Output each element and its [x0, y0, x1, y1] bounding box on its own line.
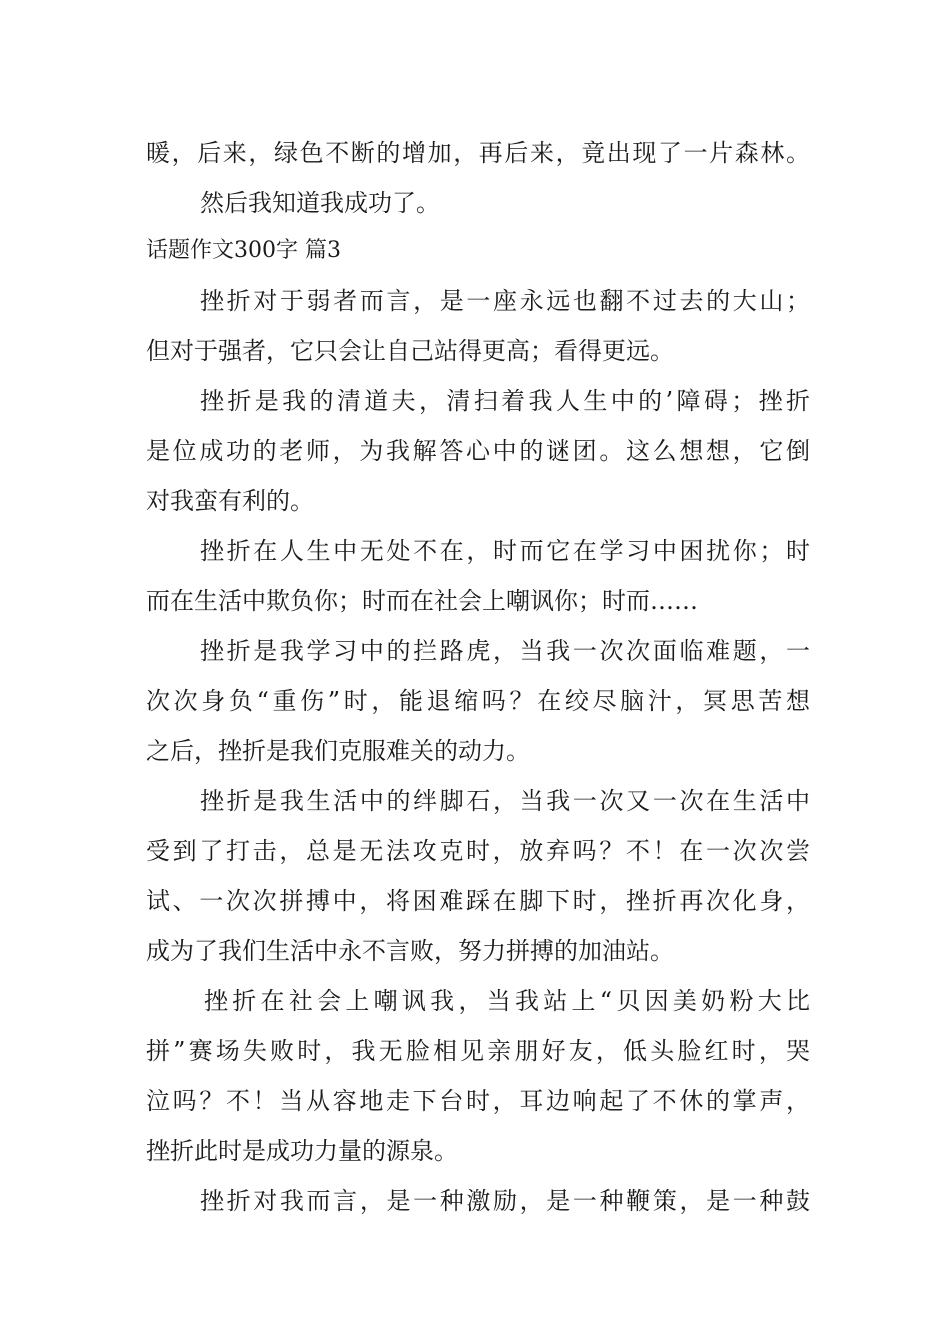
text-line: 挫折在社会上嘲讽我，当我站上“贝因美奶粉大比 — [204, 987, 810, 1015]
text-line: 但对于强者，它只会让自己站得更高；看得更远。 — [146, 337, 674, 365]
text-line: 挫折对我而言，是一种激励，是一种鞭策，是一种鼓 — [200, 1187, 810, 1215]
document-page — [146, 128, 810, 1226]
text-line: 挫折是我生活中的绊脚石，当我一次又一次在生活中 — [200, 787, 810, 815]
paragraph-3 — [146, 376, 810, 526]
text-line: 试、一次次拼搏中，将困难踩在脚下时，挫折再次化身， — [146, 887, 810, 915]
text-line: 对我蛮有利的。 — [146, 487, 314, 515]
text-line: 次次身负“重伤”时，能退缩吗？在绞尽脑汁，冥思苦想 — [146, 687, 810, 715]
text-line: 挫折在人生中无处不在，时而它在学习中困扰你；时 — [200, 537, 810, 565]
section-heading: 话题作文300字 篇3 — [146, 238, 341, 263]
text-line: 挫折是我学习中的拦路虎，当我一次次面临难题，一 — [200, 637, 810, 665]
paragraph-5 — [146, 626, 810, 776]
paragraph-6 — [146, 776, 810, 976]
paragraph-4 — [146, 526, 810, 626]
paragraph-1 — [146, 178, 810, 228]
text-line: 之后，挫折是我们克服难关的动力。 — [146, 737, 530, 765]
text-line: 挫折此时是成功力量的源泉。 — [146, 1137, 458, 1165]
text-line: 拼”赛场失败时，我无脸相见亲朋好友，低头脸红时，哭 — [146, 1037, 810, 1065]
text-line: 挫折是我的清道夫，清扫着我人生中的’障碍；挫折 — [200, 387, 810, 415]
text-line: 而在生活中欺负你；时而在社会上嘲讽你；时而…… — [146, 587, 698, 615]
paragraph-8 — [146, 1176, 810, 1226]
text-line: 是位成功的老师，为我解答心中的谜团。这么想想，它倒 — [146, 437, 810, 465]
text-line: 泣吗？不！当从容地走下台时，耳边响起了不休的掌声， — [146, 1087, 810, 1115]
paragraph-7 — [146, 976, 810, 1176]
text-line: 挫折对于弱者而言，是一座永远也翻不过去的大山； — [200, 287, 810, 315]
text-line: 受到了打击，总是无法攻克时，放弃吗？不！在一次次尝 — [146, 837, 810, 865]
text-line: 成为了我们生活中永不言败，努力拼搏的加油站。 — [146, 937, 674, 965]
text-line: 然后我知道我成功了。 — [200, 189, 440, 217]
paragraph-0 — [146, 128, 810, 178]
paragraph-2 — [146, 276, 810, 376]
text-line: 暖，后来，绿色不断的增加，再后来，竟出现了一片森林。 — [146, 139, 810, 167]
